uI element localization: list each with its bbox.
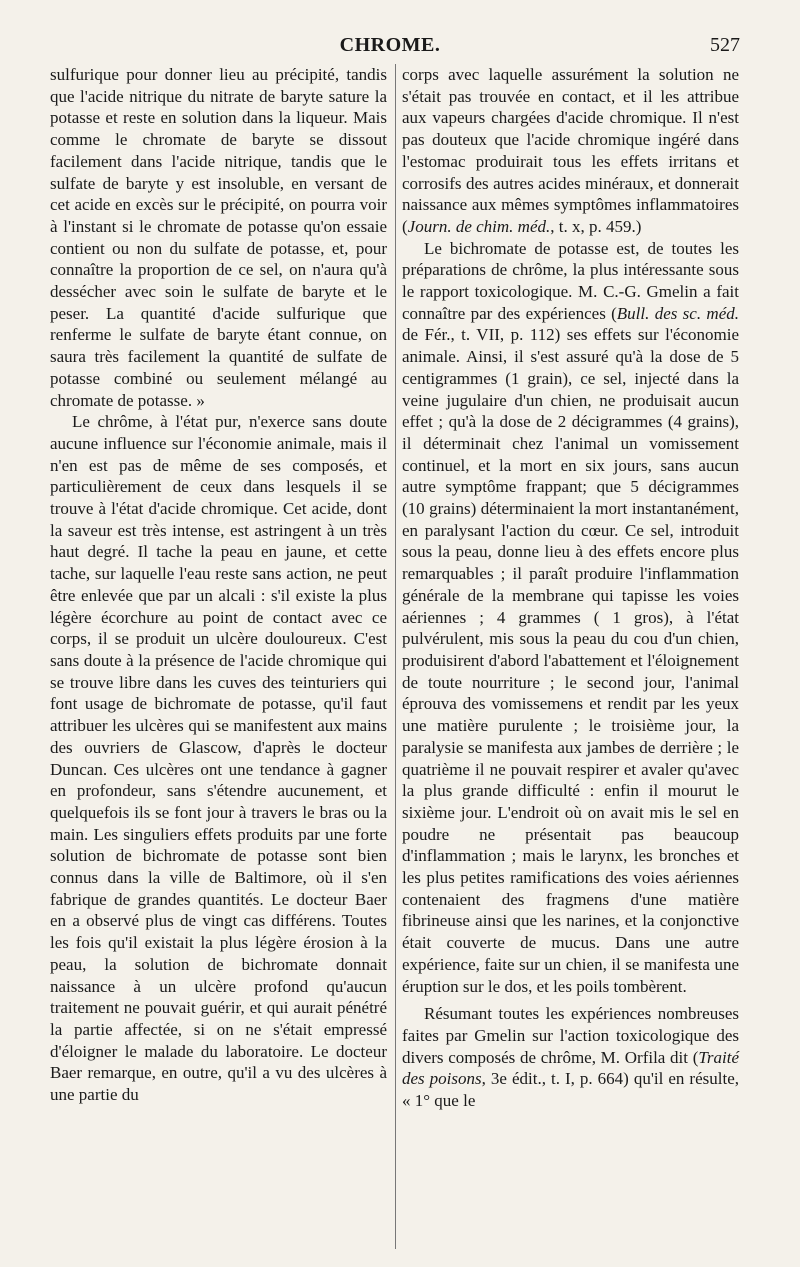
paragraph-text: Le bichromate de potasse est, de toutes les préparations de chrôme, la plus intéressante sous le rapport toxicologique. M. C.-G. Gmelin a fait connaître par des expériences ( [402,238,739,323]
paragraph-text: , t. x, p. 459.) [550,216,642,236]
page-header [40,34,740,64]
left-column [50,64,387,1106]
paragraph-text: , 3e édit., t. I, p. 664) qu'il en résulte, « 1° que le [402,1069,739,1111]
citation-italic: Traité des poisons [402,1047,739,1089]
citation-italic: Journ. de chim. méd. [407,216,551,236]
page-number: 527 [710,34,740,56]
paragraph [402,238,739,998]
paragraph [402,1003,739,1112]
paragraph-text: de Fér., t. VII, p. 112) ses effets sur l'économie animale. Ainsi, il s'est assuré qu'à la dose de 5 centigrammes (1 grain), ce sel, injecté dans la veine jugulaire d'un chien, ne produisait aucun effet ; qu'à la dose de 2 décigrammes (4 grains), il déterminait chez l'animal un vomissement continuel, et la mort en six jours, sans aucun autre symptôme frappant; que 5 décigrammes (10 grains) déterminaient la mort instantanément, en paralysant l'action du cœur. Ce sel, introduit sous la peau, donne lieu à des effets encore plus remarquables ; il paraît produire l'inflammation générale de la membrane qui tapisse les voies aériennes ; 4 grammes ( 1 gros), à l'état pulvérulent, mis sous la peau du cou d'un chien, produisirent d'abord l'abattement et l'éloignement de toute nourriture ; le second jour, l'animal éprouva des vomissemens et rendit par les yeux une matière purulente ; le troisième jour, la paralysie se manifesta aux jambes de derrière ; le quatrième il ne pouvait respirer et avaler qu'avec la plus grande difficulté : enfin il mourut le sixième jour. L'endroit où on avait mis le sel en poudre ne présentait pas beaucoup d'inflammation ; mais le larynx, les bronches et les plus petites ramifications des voies aériennes contenaient des fragmens d'une matière fibrineuse ainsi que les narines, et la conjonctive était couverte de mucus. Dans une autre expérience, faite sur un chien, il se manifesta une éruption sur le dos, et les poils tombèrent. [402,325,739,996]
citation-italic: Bull. des sc. méd. [616,303,739,323]
right-column [402,64,739,1112]
paragraph: sulfurique pour donner lieu au précipité, tandis que l'acide nitrique du nitrate de baryte sature la potasse et reste en solution dans la liqueur. Mais comme le chromate de baryte se dissout facilement dans l'acide nitrique, tandis que le sulfate de baryte y est insoluble, en versant de cet acide en excès sur le précipité, on pourra voir à l'instant si le chromate de potasse qu'on essaie contient ou non du sulfate de potasse, et, pour connaître la proportion de ce sel, on n'aura qu'à dessécher avec soin le sulfate de baryte et le peser. La quantité d'acide sulfurique que renferme le sulfate de baryte étant connue, on saura très facilement la quantité de sulfate de potasse combiné ou seulement mélangé au chromate de potasse. » [50,65,387,410]
column-divider [395,64,396,1249]
paragraph: Le chrôme, à l'état pur, n'exerce sans doute aucune influence sur l'économie animale, mais il n'en est pas de même de ses composés, et particulièrement de ceux dans lesquels il se trouve à l'état d'acide chromique. Cet acide, dont la saveur est très intense, est astringent à un très haut degré. Il tache la peau en jaune, et cette tache, sur laquelle l'eau reste sans action, ne peut être enlevée que par un alcali : s'il existe la plus légère écorchure au point de contact avec ce corps, il se produit un ulcère douloureux. C'est sans doute à la présence de l'acide chromique qui se trouve libre dans les cuves des teinturiers qui font usage de bichromate de potasse, qu'il faut attribuer les ulcères qui se manifestent aux mains des ouvriers de Glascow, d'après le docteur Duncan. Ces ulcères ont une tendance à gagner en profondeur, sans s'étendre aucunement, et quelquefois ils se font jour à travers le bras ou la main. Les singuliers effets produits par une forte solution de bichromate de potasse sont bien connus dans la ville de Baltimore, où il s'en fabrique de grandes quantités. Le docteur Baer en a observé plus de vingt cas différens. Toutes les fois qu'il existait la plus légère érosion à la peau, la solution de bichromate donnait naissance à un ulcère profond qu'aucun traitement ne pouvait guérir, et qui aurait pénétré la partie affectée, si on ne s'était empressé d'éloigner le malade du laboratoire. Le docteur Baer remarque, en outre, qu'il a vu des ulcères à une partie du [50,412,387,1105]
paragraph-text: corps avec laquelle assurément la solution ne s'était pas trouvée en contact, et il les attribue aux vapeurs chargées d'acide chromique. Il n'est pas douteux que l'acide chromique ingéré dans l'estomac produirait tous les effets irritans et corrosifs des autres acides minéraux, et donnerait naissance aux mêmes symptômes inflammatoires ( [402,65,739,236]
text-columns [50,64,740,1254]
paragraph [402,64,739,238]
running-title: CHROME. [339,34,441,56]
paragraph-text: Résumant toutes les expériences nombreuses faites par Gmelin sur l'action toxicologique des divers composés de chrôme, M. Orfila dit ( [402,1004,739,1067]
